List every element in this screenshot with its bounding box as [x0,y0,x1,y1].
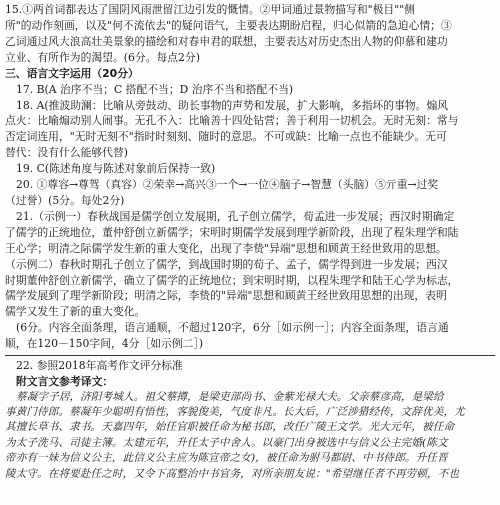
text-line: 19. C(陈述角度与陈述对象前后保持一致) [16,162,216,176]
text-line: 儒学发展到了理学新阶段；明清之际，李贽的"异端"思想和顾黄王经世致用思想的出现，表明 [5,289,447,303]
text-line: 点火：比喻煽动别人闹事。无孔不入：比喻善十四处钻营；善于利用一切机会。无时无刻：常与 [5,114,459,128]
answer-key-body [5,2,495,352]
section-heading: 三、语言文字运用（20分） [5,66,139,80]
text-line: 时期董仲舒创立新儒学，确立了儒学的正统地位；到宋明时期，以程朱理学和陆王心学为标志， [5,273,459,287]
text-line: (6分。内容全面条理，语言通顺，不超过120字，6分［如示例一］；内容全面条理，语言通 [16,321,449,335]
text-line: 立业、有所作为的渴望。(6分。每点2分) [5,50,200,64]
text-line: （过誉）(5分。每处2分) [5,193,125,207]
text-line: 顺，在120－150字间，4分［如示例二］) [5,337,204,351]
translation-heading: 附文言文参考译文： [16,374,114,388]
translation-line: 事黄门侍郎。蔡凝年少聪明有悟性，客貌俊美，气度非凡。长大后，广泛涉猎经传，文辞优美，尤 [5,405,465,418]
text-line: 18. A(推波助澜：比喻从旁鼓动、助长事物的声势和发展，扩大影响，多指坏的事物。煽风 [16,98,449,112]
text-line: （示例二）春秋时期孔子创立了儒学，到战国时期的荀子、孟子，儒学得到进一步发展；西汉 [5,257,448,271]
text-line: 王心学；明清之际儒学发生新的重大变化，出现了李贽"异端"思想和顾黄王经世致用的思想。 [5,241,447,255]
text-line: 替代：没有什么能够代替) [5,146,128,160]
classical-chinese-translation [5,390,495,482]
text-line: 儒学又发生了新的重大变化。 [5,305,146,319]
text-line: 21.（示例一）春秋战国是儒学创立发展期，孔子创立儒学，荀孟进一步发展；西汉时期确定 [16,209,455,223]
text-line: 17. B(A 治序不当；C 搭配不当；D 治序不当和搭配不当) [16,82,294,96]
text-line: 乙词通过风大浪高壮美景象的描绘和对春申君的联想，主要表达对历史杰出人物的仰慕和建功 [5,34,448,48]
translation-line: 其擅长草书、隶书。天嘉四年，始任官职被任命为秘书郎，改任广陵王文学。光大元年，被任命 [5,421,455,434]
text-line: 20. ①尊容→尊驾（真容）②荣幸→高兴③一个→一位④脑子→智慧（头脑）⑤亓重→过奖 [16,178,439,192]
translation-line: 陵太守。在将要赴任之时，又令下髙整治中书官务，对所亲朋友说："希望继任者不再劳顿，不也 [5,467,460,480]
text-line: 否定词连用，"无时无刻不"指时时刻刻、随时的意思。不可或缺：比喻一点也不能缺少。无可 [5,130,447,144]
text-line: 15.①两首词都表达了国阴风雨泄留江边引发的慨情。②甲词通过景物描写和"极目""侧 [5,3,415,16]
text-line: 所"的动作刻画，以及"何不流依去"的疑问语气，主要表达期盼启程，归心似箭的急迫心情；③ [5,18,452,32]
essay-grading-heading: 22. 参照2018年高考作文评分标准 [16,359,183,373]
translation-line: 为太子洗马、司徒主簿。太建元年，升任太子中舍人。以豪门出身被选中与信义公主完婚(陈文 [5,436,448,449]
section-divider [5,355,495,356]
translation-line: 蔡凝字子居，济阳考城人。祖父蔡撙，是梁吏部尚书、金紫光禄大夫。父亲蔡彦高，是梁给 [16,390,444,403]
text-line: 了儒学的正统地位，董仲舒创立新儒学；宋明时期儒学发展到理学新阶段，出现了程朱理学和陆 [5,225,459,239]
translation-line: 帝亦有一妹为信义公主，此信义公主应为陈宣帝之女)，被任命为驸马都尉、中书侍郎。升任晋 [5,452,448,465]
